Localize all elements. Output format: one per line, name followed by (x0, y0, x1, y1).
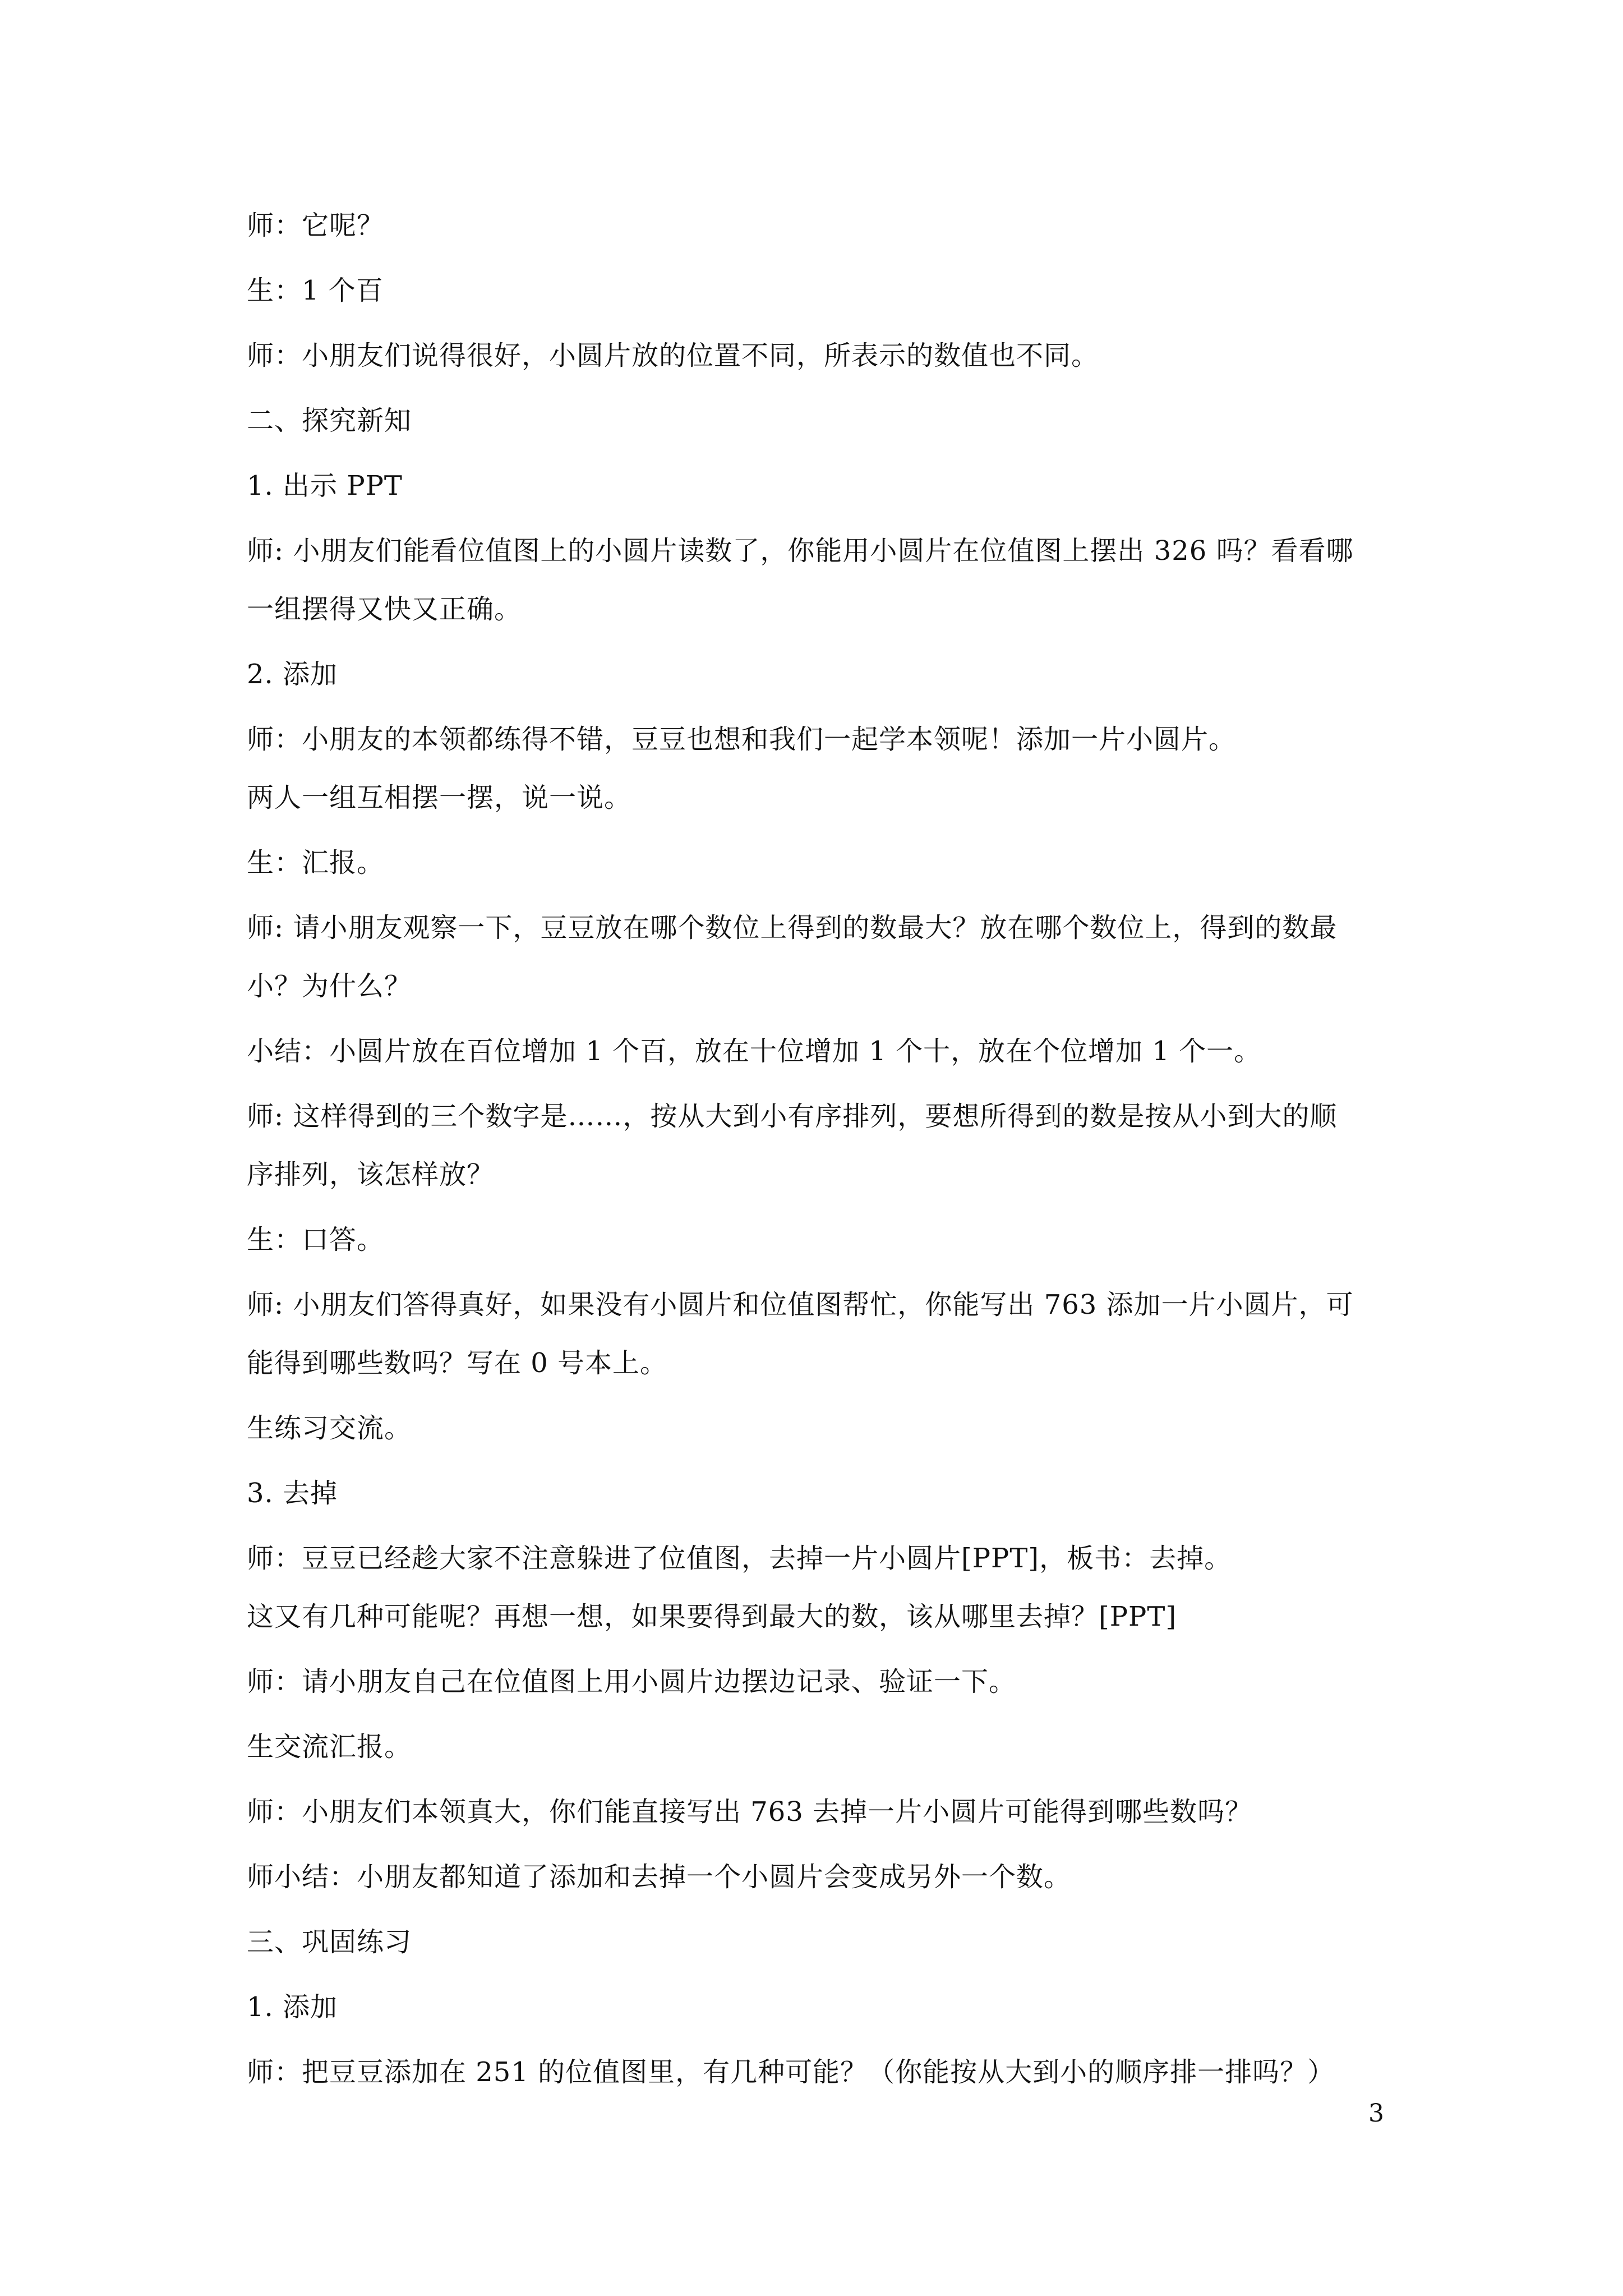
text-line: 生：汇报。 (247, 847, 385, 878)
text-line: 小结：小圆片放在百位增加 1 个百，放在十位增加 1 个十，放在个位增加 1 个一。 (247, 1036, 1262, 1067)
text-line: 序排列，该怎样放？ (247, 1159, 495, 1190)
text-line: 师: 请小朋友观察一下，豆豆放在哪个数位上得到的数最大？放在哪个数位上，得到的数最 (247, 912, 1338, 944)
text-line: 师：把豆豆添加在 251 的位值图里，有几种可能？（你能按从大到小的顺序排一排吗？） (247, 2056, 1335, 2088)
subsection-heading: 3. 去掉 (247, 1478, 338, 1509)
text-line: 两人一组互相摆一摆，说一说。 (247, 782, 632, 813)
page-number: 3 (1368, 2099, 1384, 2128)
text-line: 师：豆豆已经趁大家不注意躲进了位值图，去掉一片小圆片[PPT]，板书：去掉。 (247, 1543, 1232, 1574)
subsection-heading: 1. 添加 (247, 1991, 338, 2023)
text-line: 师：它呢？ (247, 210, 385, 241)
text-line: 这又有几种可能呢？再想一想，如果要得到最大的数，该从哪里去掉？[PPT] (247, 1601, 1177, 1632)
section-heading: 三、巩固练习 (247, 1926, 412, 1958)
text-line: 生练习交流。 (247, 1412, 412, 1444)
text-line: 师: 小朋友们能看位值图上的小圆片读数了，你能用小圆片在位值图上摆出 326 吗？看看哪 (247, 535, 1354, 567)
text-line: 师：小朋友的本领都练得不错，豆豆也想和我们一起学本领呢！添加一片小圆片。 (247, 724, 1237, 755)
text-line: 生交流汇报。 (247, 1731, 412, 1763)
subsection-heading: 2. 添加 (247, 659, 338, 690)
section-heading: 二、探究新知 (247, 405, 412, 436)
text-line: 生：1 个百 (247, 275, 384, 306)
text-line: 师：小朋友们本领真大，你们能直接写出 763 去掉一片小圆片可能得到哪些数吗？ (247, 1796, 1253, 1828)
text-line: 师小结：小朋友都知道了添加和去掉一个小圆片会变成另外一个数。 (247, 1861, 1072, 1893)
text-line: 师: 小朋友们答得真好，如果没有小圆片和位值图帮忙，你能写出 763 添加一片小圆片，可 (247, 1289, 1354, 1320)
text-line: 师：小朋友们说得很好，小圆片放的位置不同，所表示的数值也不同。 (247, 340, 1099, 371)
subsection-heading: 1. 出示 PPT (247, 470, 403, 501)
text-line: 能得到哪些数吗？写在 0 号本上。 (247, 1347, 668, 1379)
text-line: 师：请小朋友自己在位值图上用小圆片边摆边记录、验证一下。 (247, 1666, 1017, 1697)
text-line: 小？为什么？ (247, 970, 412, 1002)
text-line: 生：口答。 (247, 1224, 385, 1255)
document-body (247, 208, 1396, 2119)
text-line: 一组摆得又快又正确。 (247, 593, 522, 625)
text-line: 师: 这样得到的三个数字是……，按从大到小有序排列，要想所得到的数是按从小到大的顺 (247, 1101, 1338, 1132)
